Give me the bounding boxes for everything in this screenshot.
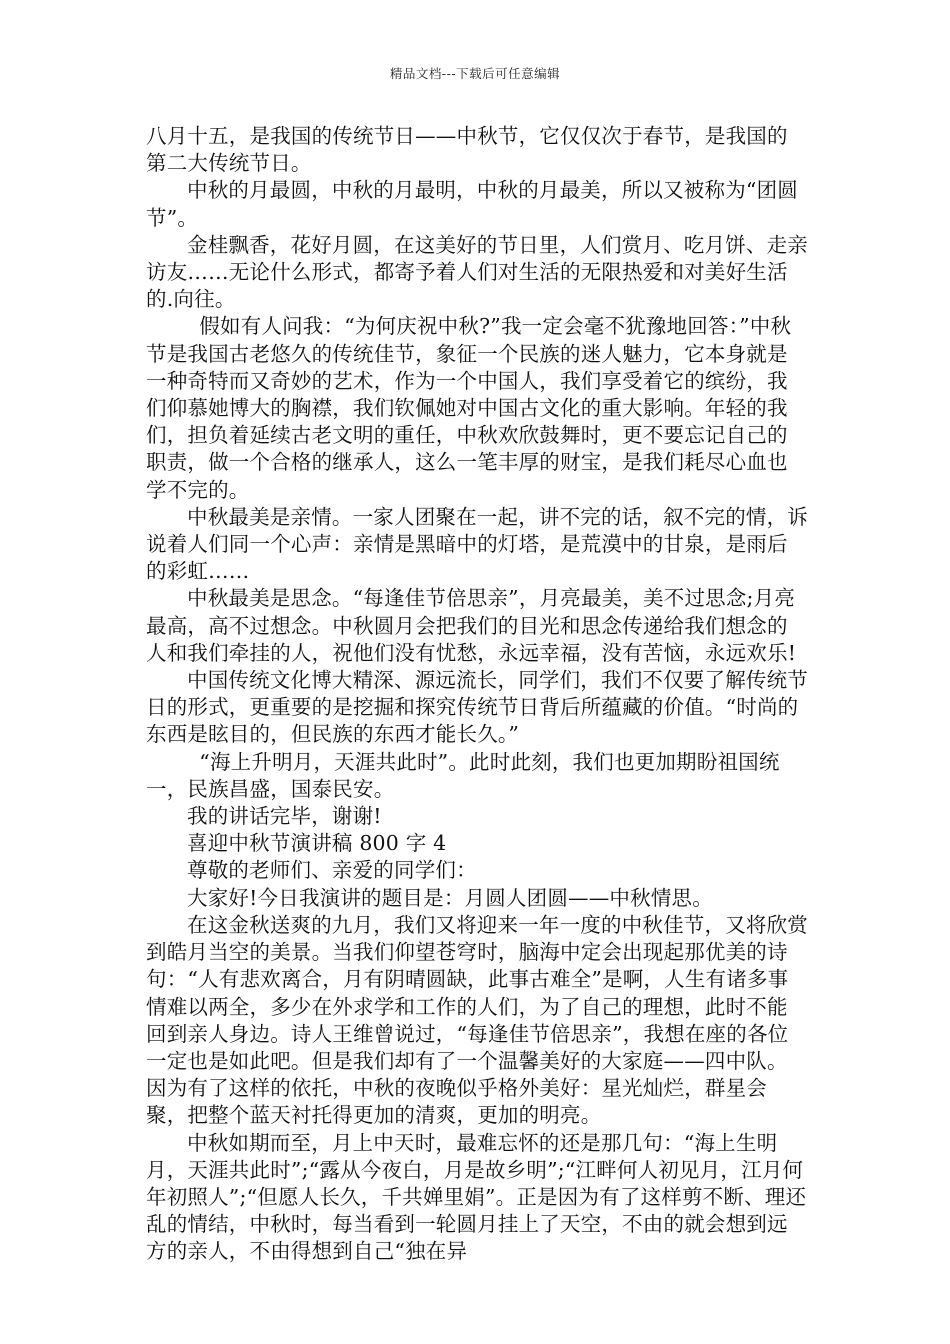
salutation: 尊敬的老师们、亲爱的同学们：	[187, 858, 477, 883]
page-header: 精品文档---下载后可任意编辑	[389, 66, 561, 81]
paragraph-poems: 中秋如期而至，月上中天时，最难忘怀的还是那几句：“海上生明月，天涯共此时”;“露从今夜白，月是故乡明”;“江畔何人初见月，江月何年初照人”;“但愿人长久，千共婵里娟”。正是因为有了这样剪不断、理还乱的情结，中秋时，每当看到一轮圆月挂上了天空，不由的就会想到远方的亲人，不由得想到自己“独在异	[146, 1130, 807, 1264]
paragraph-intro: 八月十五，是我国的传统节日——中秋节，它仅仅次于春节，是我国的第二大传统节日。	[146, 124, 788, 176]
paragraph-september: 在这金秋送爽的九月，我们又将迎来一年一度的中秋佳节，又将欣赏到皓月当空的美景。当我们仰望苍穹时，脑海中定会出现起那优美的诗句：“人有悲欢离合，月有阴晴圆缺，此事古难全”是啊，人生有诸多事情难以两全，多少在外求学和工作的人们，为了自己的理想，此时不能回到亲人身边。诗人王维曾说过，“每逢佳节倍思亲”，我想在座的各位一定也是如此吧。但是我们却有了一个温馨美好的大家庭——四中队。因为有了这样的依托，中秋的夜晚似乎格外美好：星光灿烂，群星会聚，把整个蓝天衬托得更加的清爽，更加的明亮。	[146, 912, 808, 1128]
paragraph-osmanthus: 金桂飘香，花好月圆，在这美好的节日里，人们赏月、吃月饼、走亲访友……无论什么形式，都寄予着人们对生活的无限热爱和对美好生活的.向往。	[146, 232, 808, 312]
paragraph-why-celebrate: 假如有人问我：“为何庆祝中秋?”我一定会毫不犹豫地回答：”中秋节是我国古老悠久的传统佳节，象征一个民族的迷人魅力，它本身就是一种奇特而又奇妙的艺术，作为一个中国人，我们享受着它的缤纷，我们仰慕她博大的胸襟，我们钦佩她对中国古文化的重大影响。年轻的我们，担负着延续古老文明的重任，中秋欢欣鼓舞时，更不要忘记自己的职责，做一个合格的继承人，这么一笔丰厚的财宝，是我们耗尽心血也学不完的。	[146, 314, 792, 502]
paragraph-missing: 中秋最美是思念。“每逢佳节倍思亲”，月亮最美，美不过思念;月亮最高，高不过想念。中秋圆月会把我们的目光和思念传递给我们想念的人和我们牵挂的人，祝他们没有忧愁，永远幸福，没有苦恼，永远欢乐!	[146, 586, 797, 665]
paragraph-moon-rising: “海上升明月，天涯共此时”。此时此刻，我们也更加期盼祖国统一，民族昌盛，国泰民安。	[146, 749, 780, 801]
paragraph-full-moon: 中秋的月最圆，中秋的月最明，中秋的月最美，所以又被称为“团圆节”。	[146, 178, 798, 230]
speech-title: 喜迎中秋节演讲稿 800 字 4	[187, 831, 447, 856]
document-body	[146, 123, 808, 1266]
paragraph-culture: 中国传统文化博大精深、源远流长，同学们，我们不仅要了解传统节日的形式，更重要的是挖掘和探究传统节日背后所蕴藏的价值。“时尚的东西是眩目的，但民族的东西才能长久。”	[146, 668, 808, 747]
paragraph-thanks: 我的讲话完毕，谢谢!	[187, 804, 382, 829]
paragraph-family-love: 中秋最美是亲情。一家人团聚在一起，讲不完的话，叙不完的情，诉说着人们同一个心声：亲情是黑暗中的灯塔，是荒漠中的甘泉，是雨后的彩虹……	[146, 504, 808, 584]
paragraph-greeting: 大家好!今日我演讲的题目是：月圆人团圆——中秋情思。	[187, 885, 713, 910]
